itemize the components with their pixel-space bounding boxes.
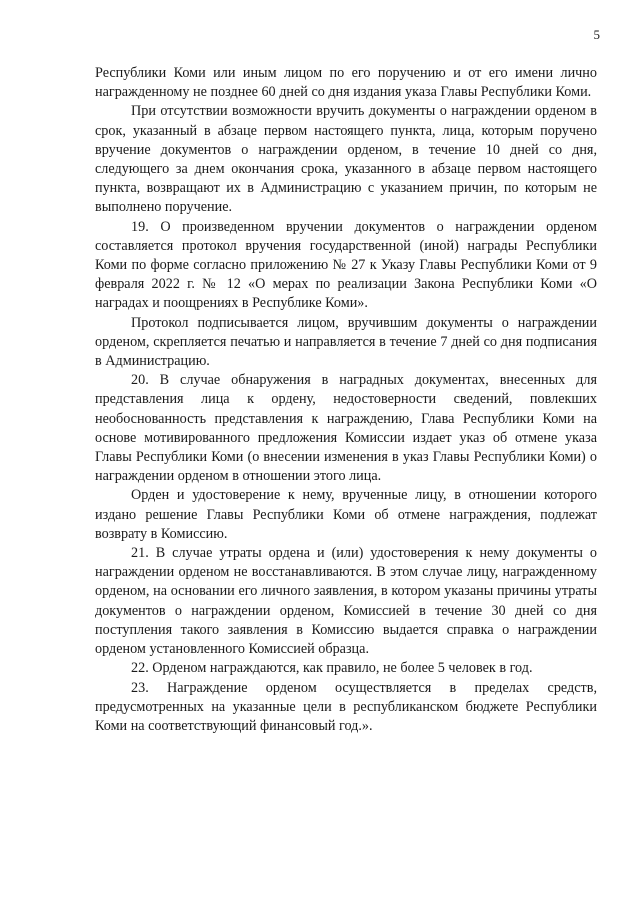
document-body	[95, 64, 597, 736]
paragraph-20-inaccurate-data: 20. В случае обнаружения в наградных документах, внесенных для представления лица к ордену, недостоверности сведений, повлекших необоснованность представления к награждению, Глава Республики Коми на основе мотивированного предложения Комиссии издает указ об отмене указа Главы Республики Коми (о внесении изменения в указ Главы Республики Коми) о награждении орденом в отношении этого лица.	[95, 372, 597, 485]
page-number: 5	[593, 27, 600, 42]
paragraph-order-return: Орден и удостоверение к нему, врученные лицу, в отношении которого издано решение Главы Республики Коми об отмене награждения, подлежат возврату в Комиссию.	[95, 487, 597, 542]
paragraph-19-protocol: 19. О произведенном вручении документов о награждении орденом составляется протокол вручения государственной (иной) награды Республики Коми по форме согласно приложению № 27 к Указу Главы Республики Коми от 9 февраля 2022 г. № 12 «О мерах по реализации Закона Республики Коми «О наградах и поощрениях в Республике Коми».	[95, 218, 597, 312]
paragraph-23-funding: 23. Награждение орденом осуществляется в пределах средств, предусмотренных на указанные цели в республиканском бюджете Республики Коми на соответствующий финансовый год.».	[95, 679, 597, 734]
paragraph-21-loss: 21. В случае утраты ордена и (или) удостоверения к нему документы о награждении орденом не восстанавливаются. В этом случае лицу, награжденному орденом, на основании его личного заявления, в котором указаны причины утраты документов о награждении орденом, Комиссией в течение 30 дней со дня поступления такого заявления в Комиссию выдается справка о награждении орденом установленного Комиссией образца.	[95, 545, 597, 658]
paragraph-undelivered-documents: При отсутствии возможности вручить документы о награждении орденом в срок, указанный в абзаце первом настоящего пункта, лица, которым поручено вручение документов о награждении орденом, в течение 10 дней со дня, следующего за днем окончания срока, указанного в абзаце первом настоящего пункта, возвращают их в Администрацию с указанием причин, по которым не выполнено поручение.	[95, 103, 597, 216]
paragraph-continuation: Республики Коми или иным лицом по его поручению и от его имени лично награжденному не позднее 60 дней со дня издания указа Главы Республики Коми.	[95, 65, 597, 101]
paragraph-protocol-signing: Протокол подписывается лицом, вручившим документы о награждении орденом, скрепляется печатью и направляется в течение 7 дней со дня подписания в Администрацию.	[95, 314, 597, 370]
paragraph-22-annual-limit: 22. Орденом награждаются, как правило, не более 5 человек в год.	[131, 660, 533, 677]
